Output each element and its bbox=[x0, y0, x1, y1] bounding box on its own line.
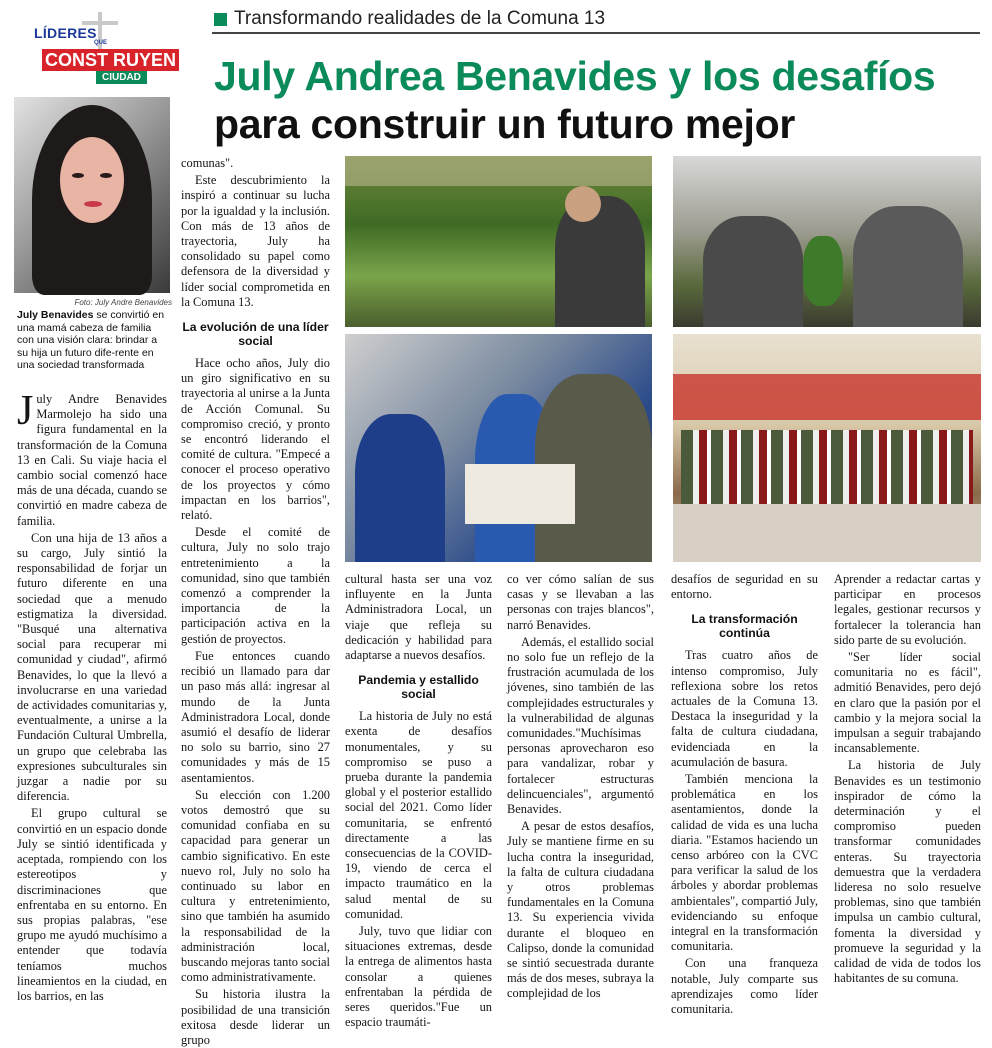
drop-cap: J bbox=[17, 388, 34, 434]
article-paragraph: Aprender a redactar cartas y participar en procesos legales, gestionar recursos y fortalecer la tolerancia han sido parte de su evolución. bbox=[834, 572, 981, 647]
photo-meeting bbox=[345, 334, 652, 562]
article-paragraph: A pesar de estos desafíos, July se mantiene firme en su lucha contra la inseguridad, la falta de cultura ciudadana y otros problemas fundamentales en la Comuna 13. Su experiencia vivida durante el bloqueo en Calipso, donde la comunidad se sintió secuestrada durante más de dos meses, subraya la complejidad de los bbox=[507, 819, 654, 1001]
section-square-icon bbox=[214, 13, 227, 26]
photo-caption bbox=[17, 309, 169, 372]
caption-text: se convirtió en una mamá cabeza de familia con una visión clara: brindar a su hija un futuro dife-rente en una sociedad transformada bbox=[17, 309, 165, 371]
article-paragraph: co ver cómo salían de sus casas y se llevaban a las personas con trajes blancos", narró Benavides. bbox=[507, 572, 654, 632]
lideres-logo bbox=[32, 12, 184, 90]
logo-line-3b: RUYEN bbox=[110, 49, 179, 71]
article-paragraph: Este descubrimiento la inspiró a continuar su lucha por la igualdad y la inclusión. Con más de 13 años de trayectoria, July ha consolidado su papel como defensora de la diversidad y líder social comprometida en la Comuna 13. bbox=[181, 173, 330, 309]
article-col-3 bbox=[345, 572, 492, 1030]
photo-planting bbox=[673, 156, 981, 327]
headline-line-2: para construir un futuro mejor bbox=[214, 101, 795, 147]
logo-line-4: CIUDAD bbox=[96, 71, 147, 84]
subheading-transformacion: La transformación continúa bbox=[691, 612, 798, 641]
article-col-1 bbox=[17, 388, 167, 1004]
article-paragraph: "Ser líder social comunitaria no es fácil", admitió Benavides, pero dejó en claro que la pasión por el cambio y la mejora social la impulsan a seguir trabajando incansablemente. bbox=[834, 650, 981, 756]
logo-line-2: QUE bbox=[94, 40, 108, 46]
photo-group bbox=[673, 334, 981, 562]
article-paragraph: July, tuvo que lidiar con situaciones extremas, desde la entrega de alimentos hasta consolar a quienes enfrentaban la pérdida de seres queridos."Fue un espacio traumáti- bbox=[345, 924, 492, 1030]
headline bbox=[214, 52, 935, 148]
article-paragraph: También menciona la problemática en los asentamientos, donde la calidad de vida es una lucha diaria. "Estamos haciendo un censo arbóreo con la CVC para verificar la salud de los árboles y abordar problemas ambientales", compartió July, evidenciando su enfoque integral en la transformación comunitaria. bbox=[671, 772, 818, 954]
article-paragraph: Además, el estallido social no solo fue un reflejo de la frustración acumulada de los jóvenes, sino también de las complejidades estructurales y la vulnerabilidad de algunas comunidades."Muchísimas personas aprovecharon eso para vandalizar, robar y fortalecer estructuras delincuenciales", argumentó Benavides. bbox=[507, 634, 654, 817]
portrait-eye-right bbox=[100, 173, 112, 178]
subheading-evolucion: La evolución de una líder social bbox=[182, 320, 329, 349]
photo-garden bbox=[345, 156, 652, 327]
article-paragraph: Desde el comité de cultura, July no solo trajo entretenimiento a la comunidad, sino que también comenzó a comprender la importancia de la participación activa en la gestión de proyectos. bbox=[181, 525, 330, 646]
logo-line-3a: CONST bbox=[42, 49, 111, 71]
portrait-eye-left bbox=[72, 173, 84, 178]
article-col-5 bbox=[671, 572, 818, 1017]
article-paragraph: La historia de July no está exenta de desafíos monumentales, y su compromiso se puso a prueba durante la pandemia global y el posterior estallido social del 2021. Como líder comunitaria, se enfrentó directamente a las consecuencias de la COVID-19, viendo de cerca el impacto traumático en la salud mental de su comunidad. bbox=[345, 709, 492, 921]
article-paragraph: Su historia ilustra la posibilidad de una transición exitosa desde liderar un grupo bbox=[181, 987, 330, 1047]
article-paragraph: Fue entonces cuando recibió un llamado para dar un paso más allá: ingresar al mundo de la Junta Administradora Local, donde asumió el desafío de liderar no solo su barrio, sino 27 comunidades y más de 15 asentamientos. bbox=[181, 648, 330, 785]
paragraph-text: uly Andre Benavides Marmolejo ha sido una figura fundamental en la transformación de la Comuna 13 en Cali. Su viaje hacia el cambio social comenzó hace más de una década, cuando se convirtió en madre cabeza de familia. bbox=[17, 392, 167, 528]
photo-credit: Foto: July Andre Benavides bbox=[74, 298, 172, 307]
caption-name: July Benavides bbox=[17, 309, 94, 321]
article-paragraph: Hace ocho años, July dio un giro significativo en su trayectoria al unirse a la Junta de Acción Comunal. Su compromiso creció, y pronto se encontró liderando el comité de cultura. "Empecé a conocer el proceso operativo de los proyectos y cómo impactan en los barrios", relató. bbox=[181, 356, 330, 523]
article-col-2 bbox=[181, 156, 330, 1048]
article-paragraph bbox=[17, 388, 167, 529]
article-paragraph: La historia de July Benavides es un testimonio inspirador de cómo la determinación y el compromiso pueden transformar comunidades enteras. Su trayectoria demuestra que la verdadera lideresa no solo resuelve problemas, sino que también impulsa un cambio cultural, fomenta la diversidad y promueve la seguridad y la calidad de vida de todos los habitantes de su comuna. bbox=[834, 758, 981, 986]
article-paragraph: Con una hija de 13 años a su cargo, July sintió la responsabilidad de forjar un futuro diferente en una sociedad que a menudo estigmatiza la diversidad. "Busqué una alternativa social para recuperar mi comunidad y ciudad", afirmó Benavides, lo que la llevó a involucrarse en una variedad de actividades comunitarias y, eventualmente, a unirse a la Fundación Cultural Umbrella, un grupo que celebraba las expresiones subculturales sin juzgar a nadie por su diferencia. bbox=[17, 530, 167, 804]
portrait-photo bbox=[14, 97, 170, 293]
portrait-lips bbox=[84, 201, 102, 207]
logo-line-1: LÍDERES bbox=[34, 25, 97, 41]
section-label: Transformando realidades de la Comuna 13 bbox=[234, 8, 606, 29]
subheading-pandemia: Pandemia y estallido social bbox=[358, 673, 479, 702]
section-bar bbox=[212, 6, 980, 34]
article-paragraph: desafíos de seguridad en su entorno. bbox=[671, 572, 818, 602]
article-paragraph: Con una franqueza notable, July comparte sus aprendizajes como líder comunitaria. bbox=[671, 956, 818, 1017]
article-paragraph: cultural hasta ser una voz influyente en la Junta Administradora Local, un viaje que refleja su dedicación y habilidad para adaptarse a nuevos desafíos. bbox=[345, 572, 492, 663]
article-paragraph: El grupo cultural se convirtió en un espacio donde July se sintió identificada y aceptada, rompiendo con los estereotipos y discriminaciones que enfrentaba en su entorno. En sus propias palabras, "ese grupo me ayudó muchísimo a entender que todavía teníamos muchos lineamientos en la ciudad, en los barrios, en las bbox=[17, 806, 167, 1003]
article-paragraph: Su elección con 1.200 votos demostró que su comunidad confiaba en su capacidad para generar un cambio significativo. En este nuevo rol, July no solo ha continuado su labor en cultura y entretenimiento, sino que también ha asumido la responsabilidad de la administración local, buscando mejoras tanto social como administrativamente. bbox=[181, 787, 330, 985]
article-paragraph: comunas". bbox=[181, 156, 234, 170]
article-col-4 bbox=[507, 572, 654, 1002]
article-paragraph: Tras cuatro años de intenso compromiso, July reflexiona sobre los retos actuales de la Comuna 13. Destaca la inseguridad y la falta de cultura ciudadana, evidenciada en la acumulación de basura. bbox=[671, 648, 818, 769]
article-col-6 bbox=[834, 572, 981, 986]
headline-line-1: July Andrea Benavides y los desafíos bbox=[214, 53, 936, 99]
portrait-face bbox=[60, 137, 124, 223]
